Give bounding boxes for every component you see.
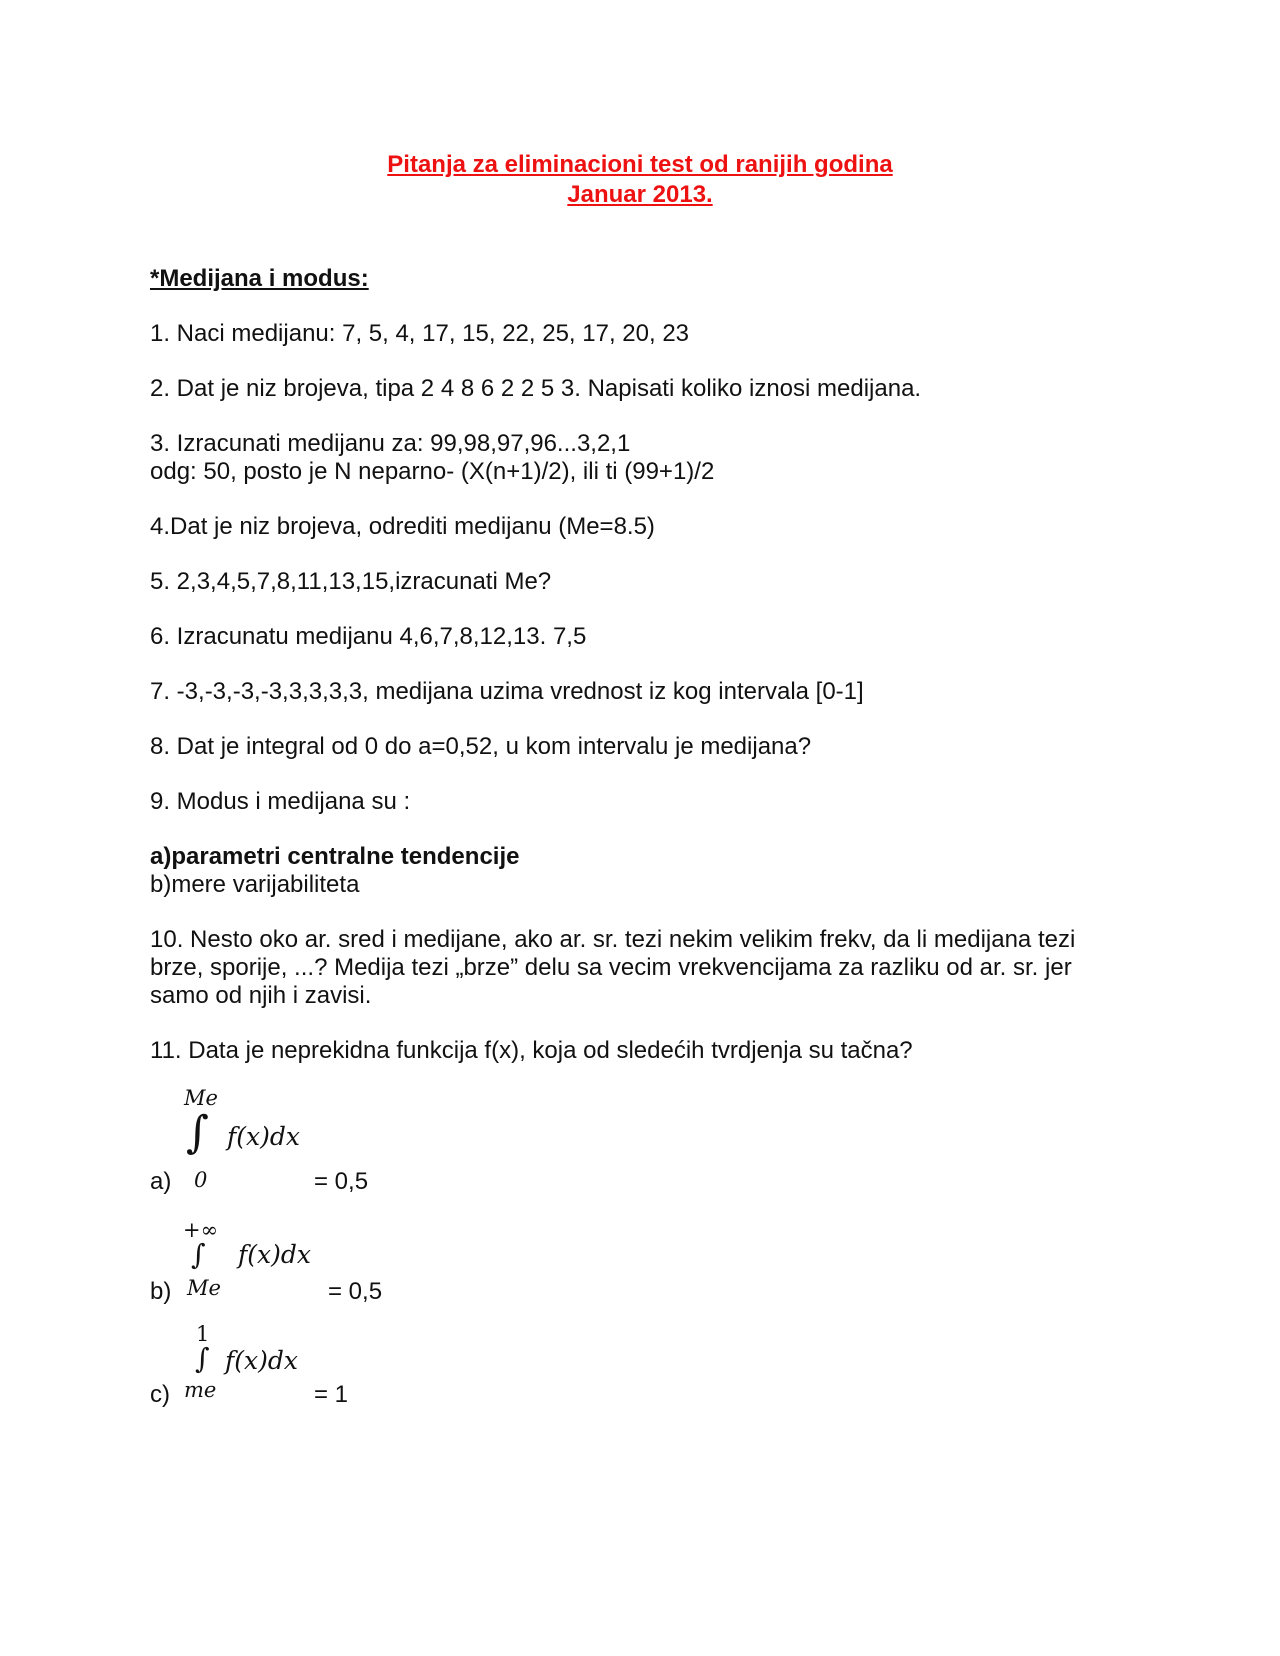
question-4: 4.Dat je niz brojeva, odrediti medijanu (Me=8.5) — [150, 513, 655, 540]
option-a-result: = 0,5 — [314, 1168, 369, 1195]
question-9-option-a: a)parametri centralne tendencije — [150, 843, 520, 870]
question-3-answer: odg: 50, posto je N neparno- (X(n+1)/2), ili ti (99+1)/2 — [150, 458, 715, 485]
option-a-upper-limit: Me — [184, 1086, 218, 1110]
option-c-result: = 1 — [314, 1381, 349, 1408]
question-3: 3. Izracunati medijanu za: 99,98,97,96...3,2,1 — [150, 430, 631, 457]
question-8: 8. Dat je integral od 0 do a=0,52, u kom intervalu je medijana? — [150, 733, 812, 760]
section-heading: *Medijana i modus: — [150, 265, 369, 292]
option-b-integral-sign: ∫ — [191, 1238, 206, 1271]
option-a-lower-limit: 0 — [194, 1168, 208, 1192]
option-b-label: b) — [150, 1278, 172, 1305]
option-c-label: c) — [150, 1381, 170, 1408]
option-b-expression: f(x)dx — [238, 1240, 311, 1269]
question-9-option-b: b)mere varijabiliteta — [150, 871, 360, 898]
question-10-line-1: 10. Nesto oko ar. sred i medijane, ako ar. sr. tezi nekim velikim frekv, da li medijana tezi — [150, 926, 1076, 953]
question-7: 7. -3,-3,-3,-3,3,3,3,3, medijana uzima vrednost iz kog intervala [0-1] — [150, 678, 864, 705]
question-9: 9. Modus i medijana su : — [150, 788, 411, 815]
document-subtitle-date: Januar 2013. — [567, 181, 713, 208]
option-b-result: = 0,5 — [328, 1278, 383, 1305]
question-11: 11. Data je neprekidna funkcija f(x), koja od sledećih tvrdjenja su tačna? — [150, 1037, 913, 1064]
option-c-expression: f(x)dx — [225, 1346, 298, 1375]
question-10-line-2: brze, sporije, ...? Medija tezi „brze” delu sa vecim vrekvencijama za razliku od ar. sr. jer — [150, 954, 1072, 981]
option-c-integral-sign: ∫ — [195, 1342, 210, 1375]
option-c-lower-limit: me — [184, 1378, 217, 1402]
question-5: 5. 2,3,4,5,7,8,11,13,15,izracunati Me? — [150, 568, 552, 595]
question-10-line-3: samo od njih i zavisi. — [150, 982, 372, 1009]
question-1: 1. Naci medijanu: 7, 5, 4, 17, 15, 22, 25, 17, 20, 23 — [150, 320, 690, 347]
option-a-integral-sign: ∫ — [186, 1107, 209, 1158]
option-a-expression: f(x)dx — [227, 1122, 300, 1151]
option-b-lower-limit: Me — [187, 1276, 221, 1300]
option-a-label: a) — [150, 1168, 172, 1195]
option-c-upper-limit: 1 — [196, 1322, 210, 1346]
question-6: 6. Izracunatu medijanu 4,6,7,8,12,13. 7,5 — [150, 623, 587, 650]
question-2: 2. Dat je niz brojeva, tipa 2 4 8 6 2 2 5 3. Napisati koliko iznosi medijana. — [150, 375, 922, 402]
option-b-upper-limit: +∞ — [183, 1218, 219, 1242]
document-title: Pitanja za eliminacioni test od ranijih godina — [387, 151, 893, 178]
